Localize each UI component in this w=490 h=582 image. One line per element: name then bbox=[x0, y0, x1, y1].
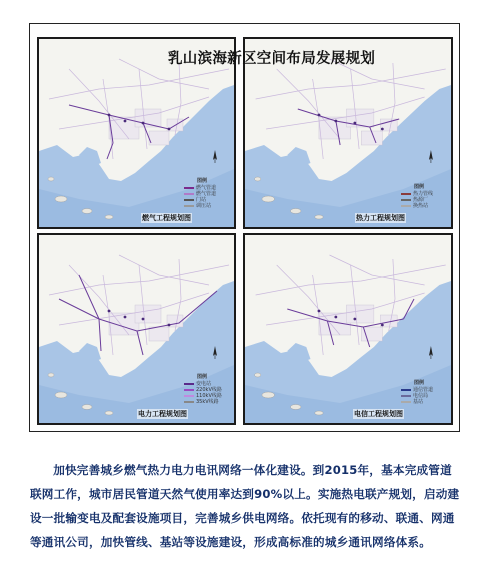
legend-text: 燃气管道 bbox=[196, 191, 217, 197]
island bbox=[105, 215, 113, 219]
panel-label: 电信工程规划图 bbox=[354, 410, 403, 418]
island bbox=[82, 405, 92, 410]
island bbox=[255, 177, 261, 181]
island bbox=[262, 392, 275, 398]
facility-dot bbox=[381, 324, 384, 327]
facility-dot bbox=[318, 114, 321, 117]
facility-dot bbox=[124, 316, 127, 319]
panel-label: 燃气工程规划图 bbox=[142, 214, 191, 222]
legend-text: 基站 bbox=[413, 399, 424, 405]
facility-dot bbox=[381, 128, 384, 131]
facility-dot bbox=[108, 310, 111, 313]
district-patch bbox=[149, 327, 169, 341]
legend-text: 220kV线路 bbox=[196, 387, 222, 393]
facility-dot bbox=[353, 318, 356, 321]
facility-dot bbox=[168, 324, 171, 327]
legend-row bbox=[184, 203, 220, 209]
legend-swatch bbox=[184, 205, 194, 207]
island bbox=[105, 411, 113, 415]
district-patch bbox=[149, 131, 169, 145]
legend-row bbox=[401, 203, 437, 209]
legend-text: 110kV线路 bbox=[196, 393, 222, 399]
legend-title: 图例 bbox=[196, 374, 207, 380]
legend-text: 通信管道 bbox=[413, 387, 434, 393]
legend-swatch bbox=[184, 401, 194, 403]
legend-title: 图例 bbox=[413, 380, 424, 386]
legend-swatch bbox=[184, 383, 194, 385]
legend-text: 门站 bbox=[196, 197, 207, 203]
facility-dot bbox=[108, 114, 111, 117]
description-paragraph: 加快完善城乡燃气热力电力电讯网络一体化建设。到2015年，基本完成管道联网工作，城市居民管道天然气使用率达到90%以上。实施热电联产规划，启动建设一批输变电及配套设施项目，完善城乡供电网络。依托现有的移动、联通、网通等通讯公司，加快管线、基站等设施建设，形成高标准的城乡通讯网络体系。 bbox=[30, 462, 460, 549]
panel-label: 电力工程规划图 bbox=[138, 410, 187, 418]
island bbox=[262, 196, 275, 202]
island bbox=[315, 215, 323, 219]
map-legend bbox=[184, 178, 220, 209]
island bbox=[55, 392, 67, 398]
legend-title: 图例 bbox=[413, 184, 424, 190]
facility-dot bbox=[142, 318, 145, 321]
map-panel-power bbox=[37, 233, 236, 425]
island bbox=[82, 209, 92, 214]
facility-dot bbox=[334, 316, 337, 319]
legend-swatch bbox=[401, 389, 411, 391]
district-patch bbox=[135, 305, 161, 323]
legend-swatch bbox=[184, 193, 194, 195]
facility-dot bbox=[168, 128, 171, 131]
facility-dot bbox=[353, 122, 356, 125]
facility-dot bbox=[142, 122, 145, 125]
legend-swatch bbox=[401, 395, 411, 397]
legend-text: 35kV线路 bbox=[196, 399, 219, 405]
legend-swatch bbox=[401, 401, 411, 403]
district-patch bbox=[346, 109, 373, 127]
legend-title: 图例 bbox=[196, 178, 207, 184]
legend-swatch bbox=[184, 395, 194, 397]
legend-text: 热力管线 bbox=[413, 191, 434, 197]
legend-row bbox=[401, 399, 437, 405]
legend-text: 变电站 bbox=[196, 381, 212, 387]
map-title: 乳山滨海新区空间布局发展规划 bbox=[168, 51, 376, 67]
legend-text: 燃气管道 bbox=[196, 185, 217, 191]
island bbox=[48, 373, 54, 377]
map-panel-telecom bbox=[243, 233, 453, 425]
facility-dot bbox=[334, 120, 337, 123]
legend-swatch bbox=[184, 199, 194, 201]
legend-swatch bbox=[401, 205, 411, 207]
legend-text: 换热站 bbox=[413, 203, 429, 209]
district-patch bbox=[346, 305, 373, 323]
map-legend bbox=[401, 184, 437, 209]
facility-dot bbox=[124, 120, 127, 123]
legend-swatch bbox=[184, 389, 194, 391]
legend-text: 热源厂 bbox=[413, 197, 429, 203]
map-legend bbox=[184, 374, 220, 405]
legend-text: 调压站 bbox=[196, 203, 212, 209]
island bbox=[290, 405, 301, 410]
island bbox=[255, 373, 261, 377]
legend-swatch bbox=[401, 199, 411, 201]
island bbox=[55, 196, 67, 202]
island bbox=[290, 209, 301, 214]
panel-label: 热力工程规划图 bbox=[356, 214, 405, 222]
island bbox=[315, 411, 323, 415]
legend-swatch bbox=[401, 193, 411, 195]
map-legend bbox=[401, 380, 437, 405]
legend-swatch bbox=[184, 187, 194, 189]
legend-row bbox=[184, 399, 220, 405]
island bbox=[48, 177, 54, 181]
facility-dot bbox=[318, 310, 321, 313]
legend-text: 电信局 bbox=[413, 393, 429, 399]
